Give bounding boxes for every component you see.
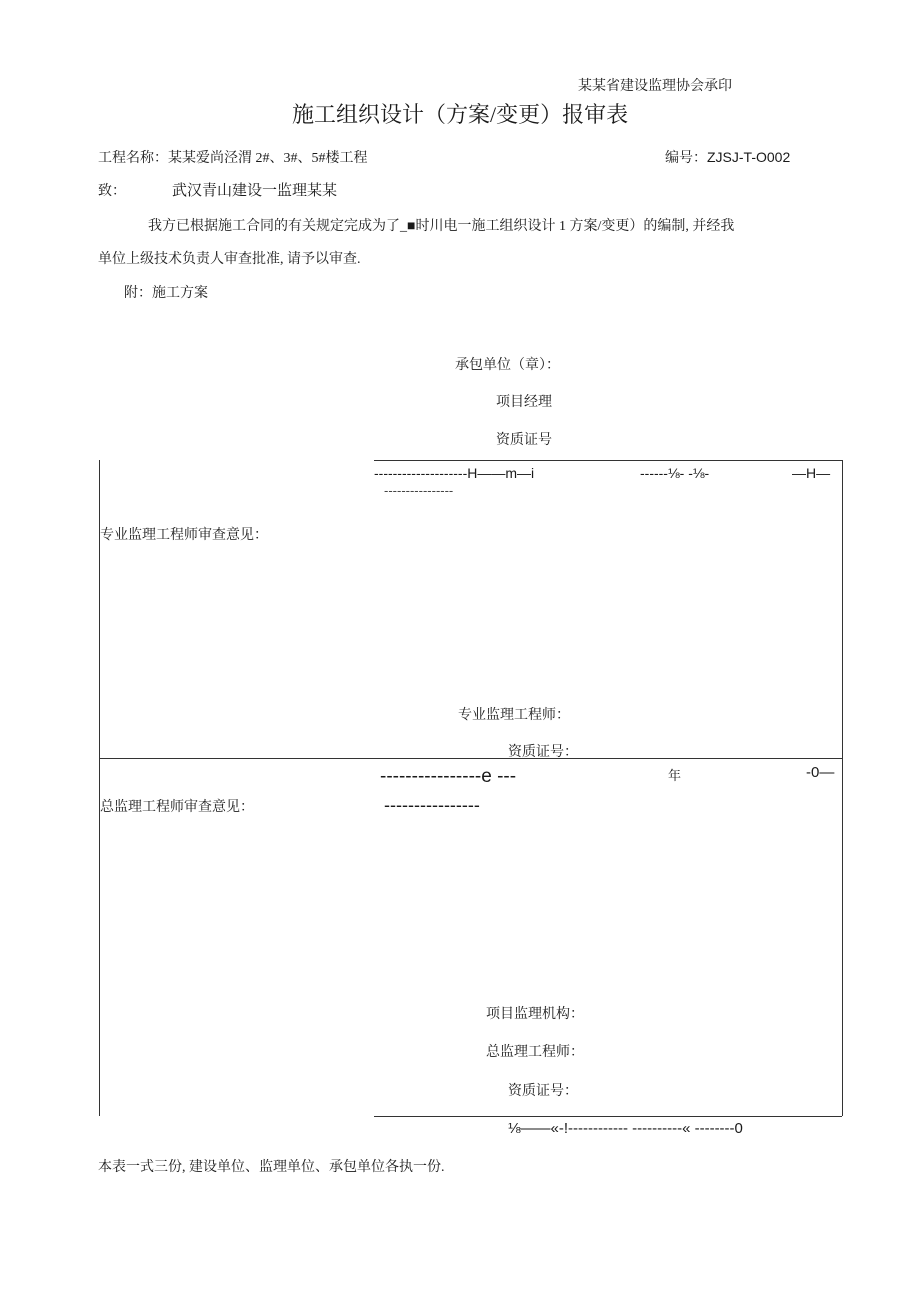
date-row-2-left: ----------------e --- [380,766,517,787]
publisher-note: 某某省建设监理协会承印 [578,79,732,94]
section-divider [99,758,842,759]
contractor-cert: 资质证号 [496,433,552,448]
date-row-1-right: —H— [792,465,831,481]
serial-number: 编号：ZJSJ-T-O002 [665,149,791,165]
attachment: 附：施工方案 [124,286,208,301]
body-line-2: 单位上级技术负责人审查批准, 请予以审查. [98,252,361,267]
to-label: 致： [98,184,126,199]
contractor-unit: 承包单位（章）： [455,358,560,373]
recipient: 武汉青山建设一监理某某 [172,183,338,199]
project-manager: 项目经理 [496,395,552,410]
table-right-border [842,460,843,1116]
table-left-border [99,460,100,1116]
date-row-1-sub: ---------------- [384,483,454,498]
section-2-cert: 资质证号： [508,1084,578,1099]
date-row-2-year: 年 [668,768,682,783]
date-row-1-left: --------------------H——m—i [374,465,535,481]
section-1-engineer: 专业监理工程师： [458,708,570,723]
date-row-1-mid: ------⅛- -⅛- [640,465,710,481]
date-row-3: ⅛——«-!------------ ----------« --------0 [508,1120,743,1137]
body-line-1: 我方已根据施工合同的有关规定完成为了_■时川电一施工组织设计 1 方案/变更）的编制, 并经我 [148,219,735,234]
section-1-cert: 资质证号： [508,745,578,760]
date-row-2-right: -0— [806,764,835,781]
footer-note: 本表一式三份, 建设单位、监理单位、承包单位各执一份. [98,1160,445,1175]
table-top-border [374,460,842,461]
date-row-2-sub: ---------------- [384,795,480,815]
page-title: 施工组织设计（方案/变更）报审表 [292,102,629,127]
table-bottom-border [374,1116,842,1117]
section-2-label: 总监理工程师审查意见： [100,800,254,815]
project-name: 工程名称：某某爱尚泾渭 2#、3#、5#楼工程 [98,151,368,166]
section-2-org: 项目监理机构： [486,1007,584,1022]
section-2-chief: 总监理工程师： [486,1045,584,1060]
section-1-label: 专业监理工程师审查意见： [100,528,268,543]
